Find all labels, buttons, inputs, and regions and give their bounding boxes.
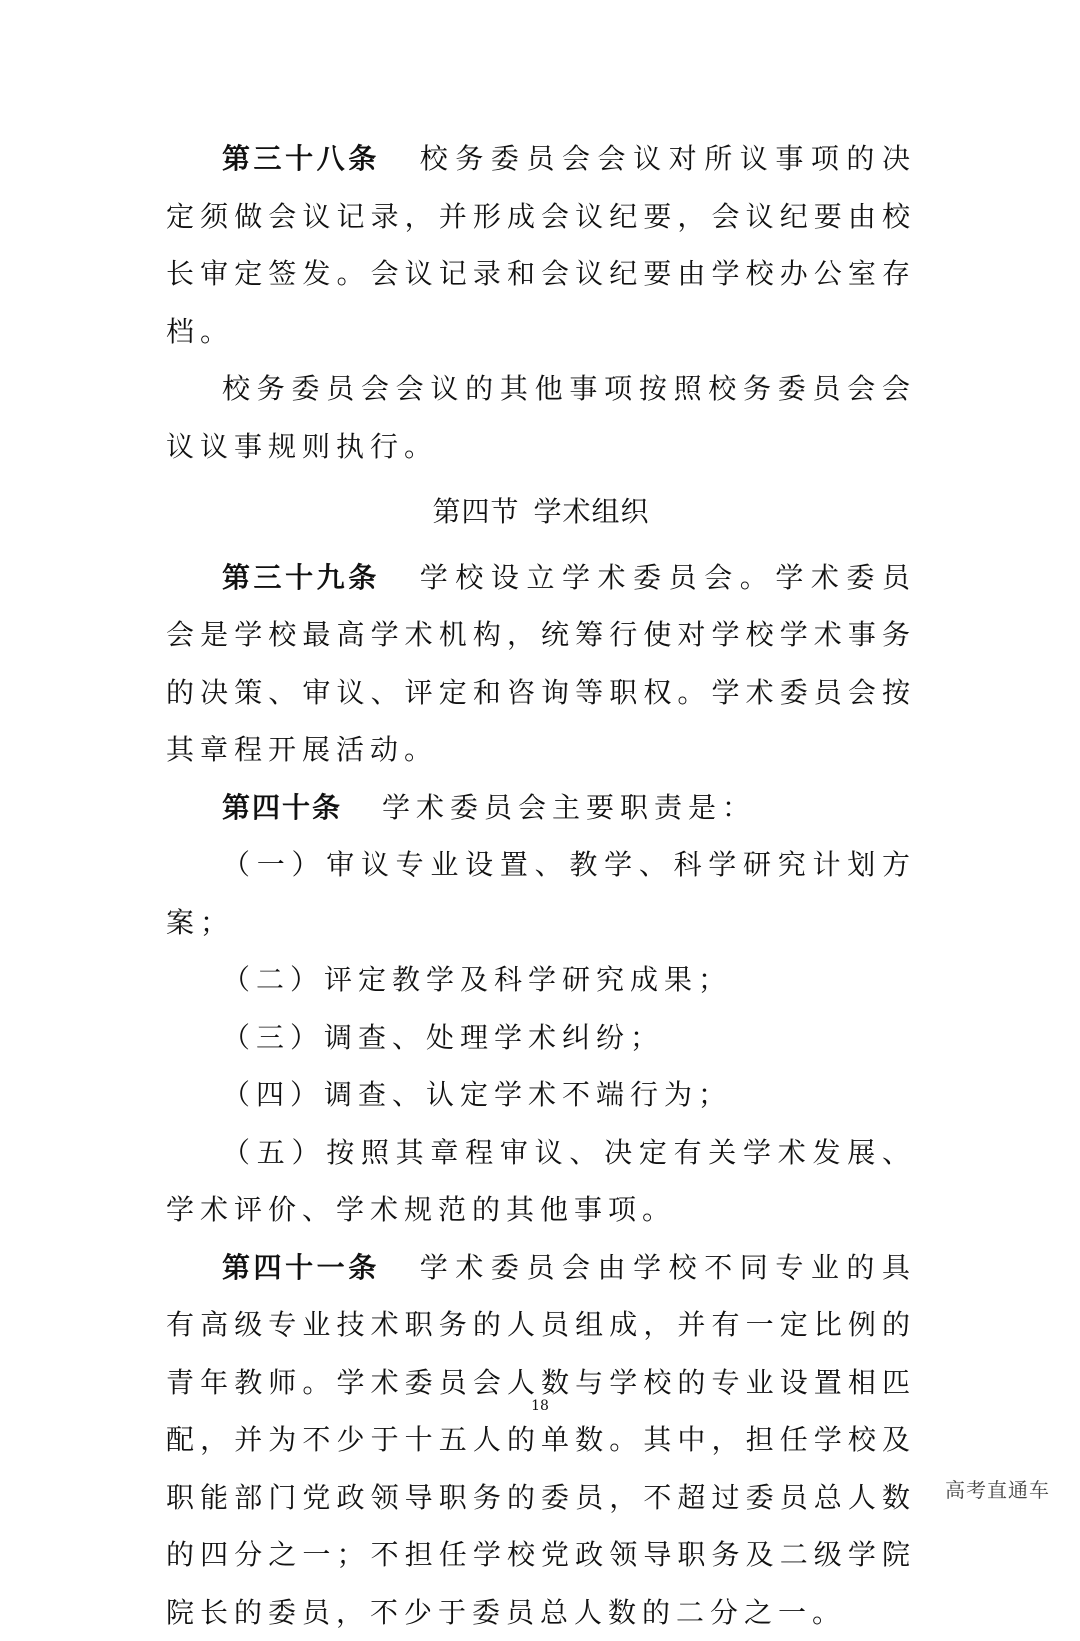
article-38-paragraph — [166, 130, 916, 360]
article-41-paragraph — [166, 1239, 916, 1641]
article-40-item-5: （五）按照其章程审议、决定有关学术发展、学术评价、学术规范的其他事项。 — [166, 1124, 916, 1239]
article-40-item-1: （一）审议专业设置、教学、科学研究计划方案； — [166, 836, 916, 951]
section-heading — [166, 483, 916, 541]
article-40-title: 第四十条 — [222, 791, 342, 824]
article-38-title: 第三十八条 — [222, 142, 380, 175]
article-40-item-2: （二）评定教学及科学研究成果； — [166, 951, 916, 1009]
page-number: 18 — [0, 1398, 1080, 1414]
article-39-text: 学校设立学术委员会。学术委员会是学校最高学术机构，统筹行使对学校学术事务的决策、审议、评定和咨询等职权。学术委员会按其章程开展活动。 — [166, 561, 916, 767]
article-40-paragraph — [166, 779, 916, 837]
article-41-title: 第四十一条 — [222, 1251, 380, 1284]
article-41-text: 学术委员会由学校不同专业的具有高级专业技术职务的人员组成，并有一定比例的青年教师。学术委员会人数与学校的专业设置相匹配，并为不少于十五人的单数。其中，担任学校及职能部门党政领导职务的委员，不超过委员总人数的四分之一；不担任学校党政领导职务及二级学院院长的委员，不少于委员总人数的二分之一。 — [166, 1251, 916, 1629]
article-40-item-3: （三）调查、处理学术纠纷； — [166, 1009, 916, 1067]
document-body — [166, 130, 916, 1641]
section-number: 第四节 — [432, 495, 519, 528]
article-39-title: 第三十九条 — [222, 561, 380, 594]
article-38-paragraph-2: 校务委员会会议的其他事项按照校务委员会会议议事规则执行。 — [166, 360, 916, 475]
watermark-text: 高考直通车 — [945, 1474, 1050, 1503]
section-name: 学术组织 — [534, 495, 650, 528]
article-40-text: 学术委员会主要职责是： — [382, 791, 756, 824]
article-38-text: 校务委员会会议对所议事项的决定须做会议记录，并形成会议纪要，会议纪要由校长审定签发。会议记录和会议纪要由学校办公室存档。 — [166, 142, 916, 348]
article-40-item-4: （四）调查、认定学术不端行为； — [166, 1066, 916, 1124]
article-39-paragraph — [166, 549, 916, 779]
